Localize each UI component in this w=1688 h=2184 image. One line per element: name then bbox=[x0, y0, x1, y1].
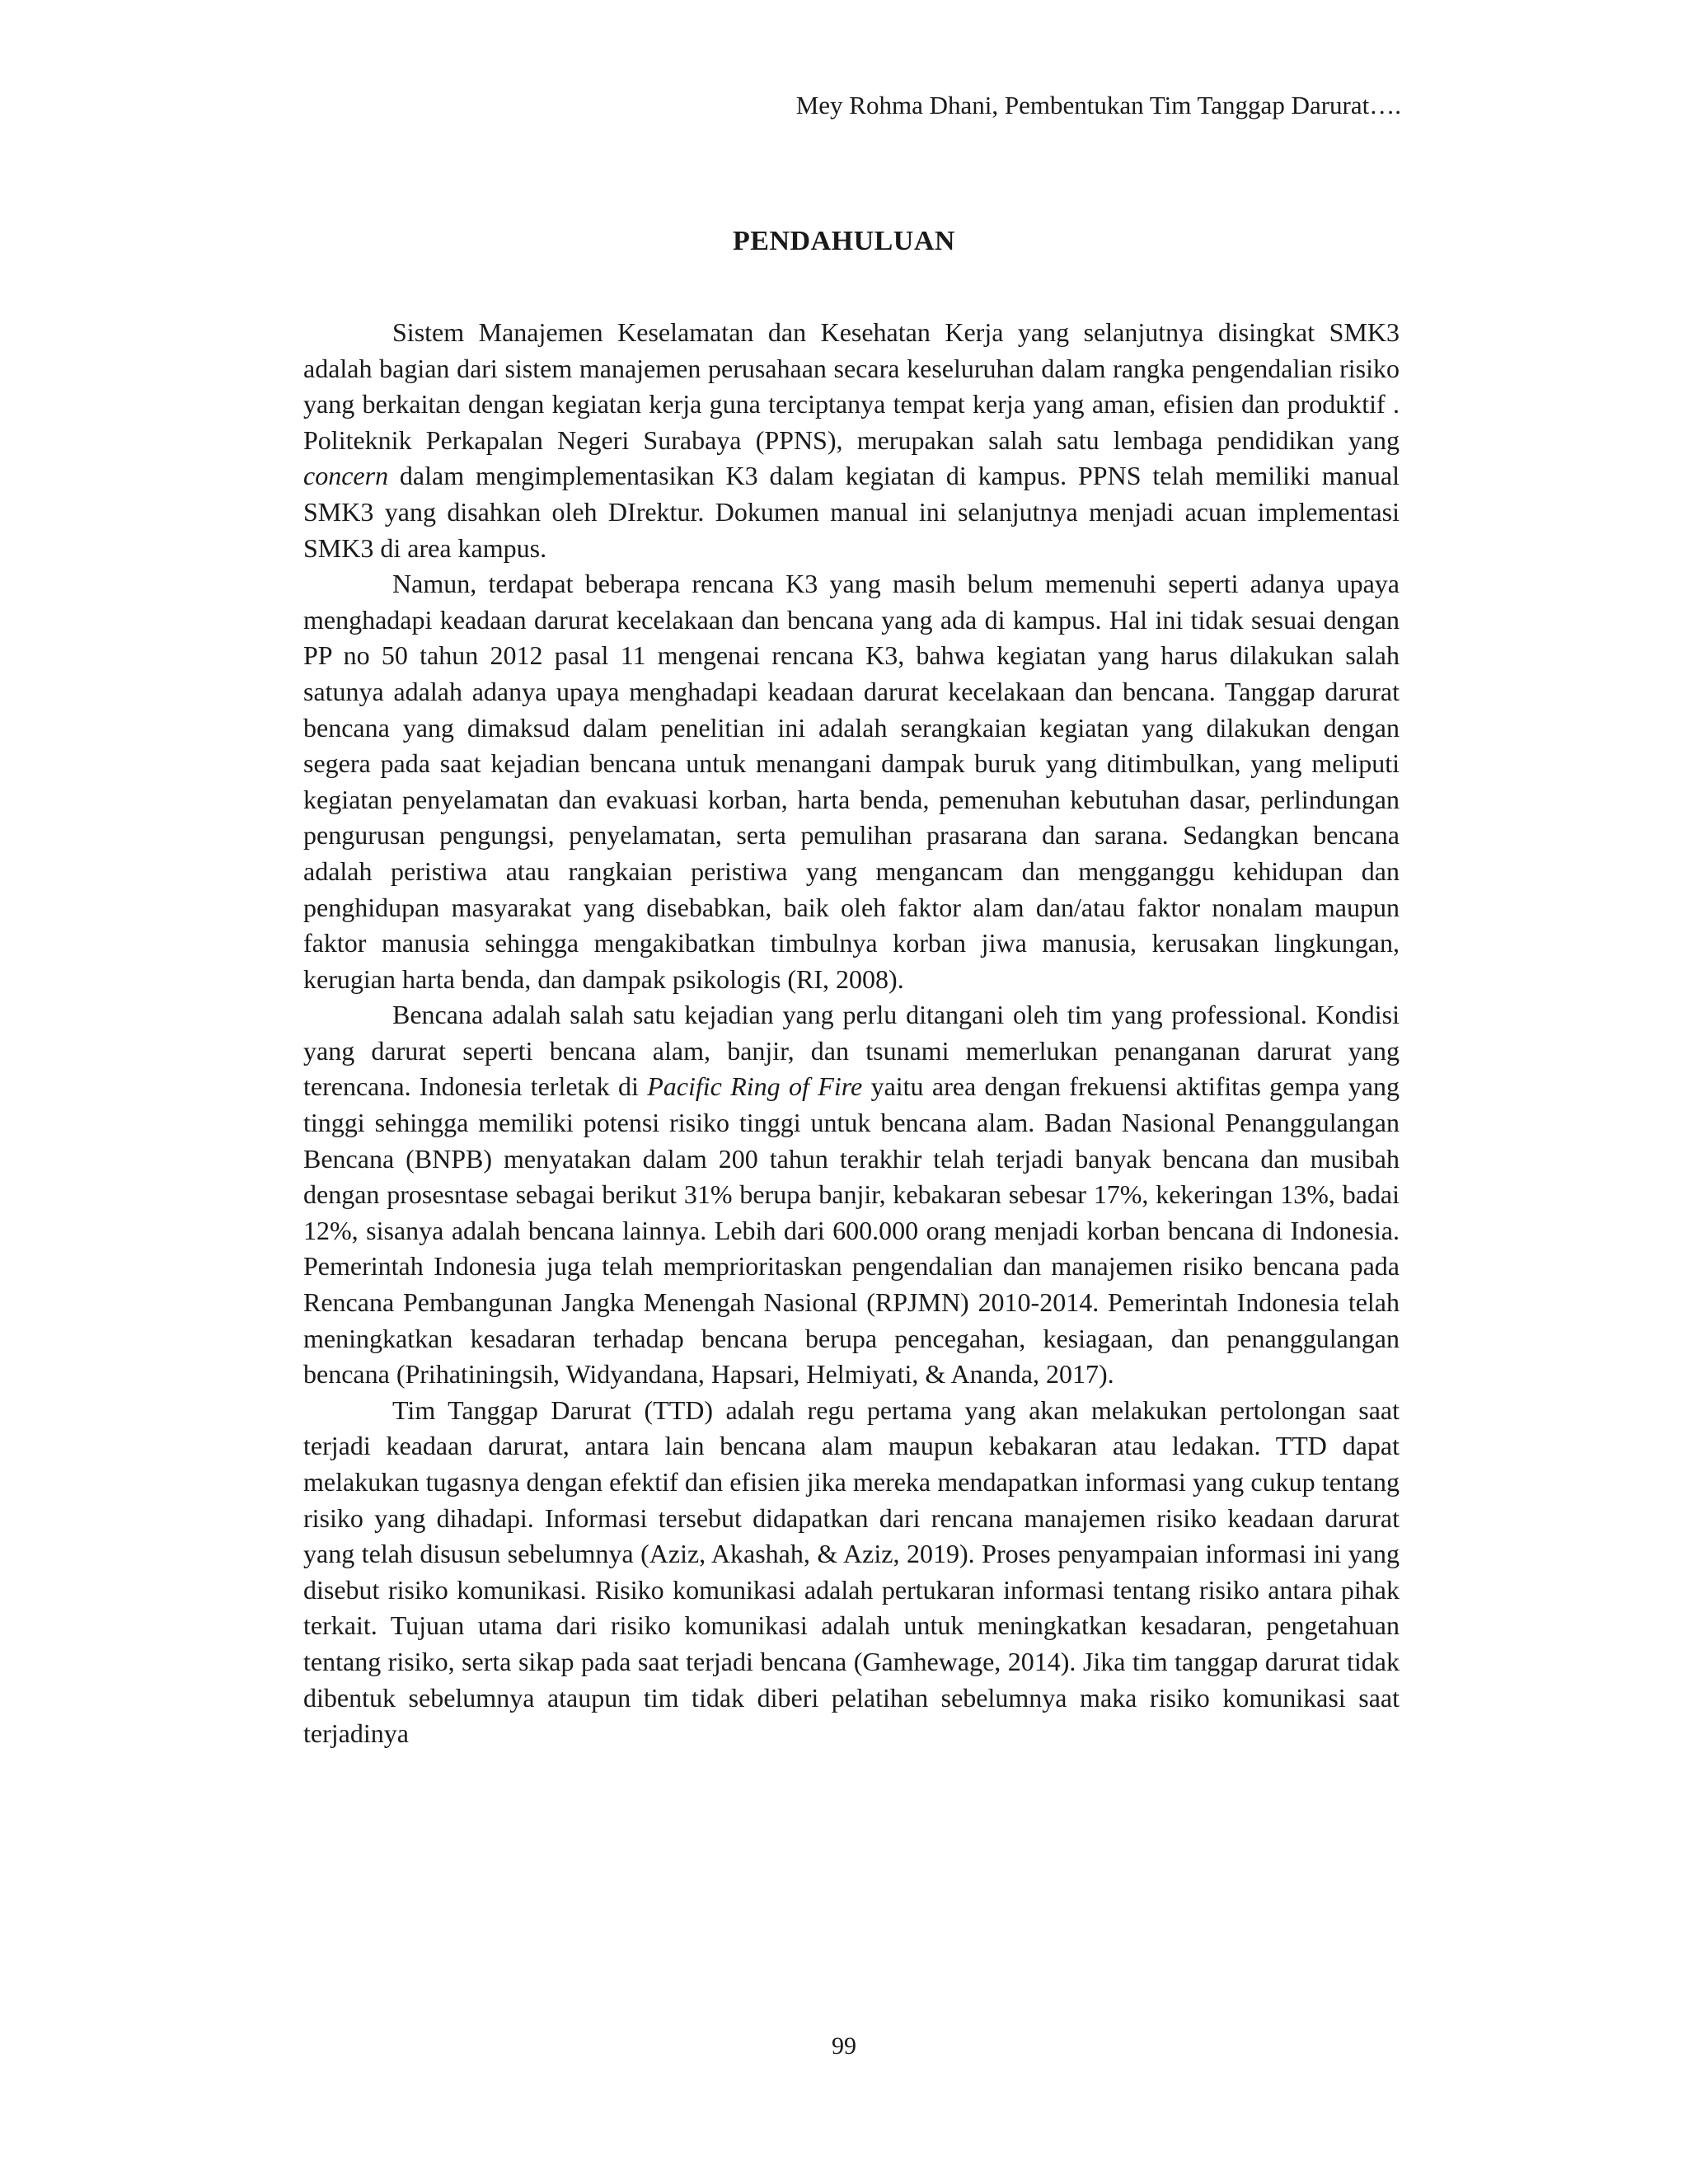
paragraph-1 bbox=[303, 315, 1400, 566]
running-header: Mey Rohma Dhani, Pembentukan Tim Tanggap Darurat…. bbox=[795, 91, 1401, 120]
paragraph-2 bbox=[303, 566, 1400, 997]
paragraph-3 bbox=[303, 997, 1400, 1393]
paragraph-2-text: Namun, terdapat beberapa rencana K3 yang masih belum memenuhi seperti adanya upaya menghadapi keadaan darurat kecelakaan dan bencana yang ada di kampus. Hal ini tidak sesuai dengan PP no 50 tahun 2012 pasal 11 mengenai rencana K3, bahwa kegiatan yang harus dilakukan salah satunya adalah adanya upaya menghadapi keadaan darurat kecelakaan dan bencana. Tanggap darurat bencana yang dimaksud dalam penelitian ini adalah serangkaian kegiatan yang dilakukan dengan segera pada saat kejadian bencana untuk menangani dampak buruk yang ditimbulkan, yang meliputi kegiatan penyelamatan dan evakuasi korban, harta benda, pemenuhan kebutuhan dasar, perlindungan pengurusan pengungsi, penyelamatan, serta pemulihan prasarana dan sarana. Sedangkan bencana adalah peristiwa atau rangkaian peristiwa yang mengancam dan mengganggu kehidupan dan penghidupan masyarakat yang disebabkan, baik oleh faktor alam dan/atau faktor nonalam maupun faktor manusia sehingga mengakibatkan timbulnya korban jiwa manusia, kerusakan lingkungan, kerugian harta benda, dan dampak psikologis (RI, 2008). bbox=[303, 569, 1400, 994]
paragraph-3-text-b: yaitu area dengan frekuensi aktifitas gempa yang tinggi sehingga memiliki potensi risiko tinggi untuk bencana alam. Badan Nasional Penanggulangan Bencana (BNPB) menyatakan dalam 200 tahun terakhir telah terjadi banyak bencana dan musibah dengan prosesntase sebagai berikut 31% berupa banjir, kebakaran sebesar 17%, kekeringan 13%, badai 12%, sisanya adalah bencana lainnya. Lebih dari 600.000 orang menjadi korban bencana di Indonesia. Pemerintah Indonesia juga telah memprioritaskan pengendalian dan manajemen risiko bencana pada Rencana Pembangunan Jangka Menengah Nasional (RPJMN) 2010-2014. Pemerintah Indonesia telah meningkatkan kesadaran terhadap bencana berupa pencegahan, kesiagaan, dan penanggulangan bencana (Prihatiningsih, Widyandana, Hapsari, Helmiyati, & Ananda, 2017). bbox=[303, 1071, 1400, 1390]
paragraph-1-italic-term: concern bbox=[303, 461, 389, 491]
paragraph-4-text: Tim Tanggap Darurat (TTD) adalah regu pertama yang akan melakukan pertolongan saat terjadi keadaan darurat, antara lain bencana alam maupun kebakaran atau ledakan. TTD dapat melakukan tugasnya dengan efektif dan efisien jika mereka mendapatkan informasi yang cukup tentang risiko yang dihadapi. Informasi tersebut didapatkan dari rencana manajemen risiko keadaan darurat yang telah disusun sebelumnya (Aziz, Akashah, & Aziz, 2019). Proses penyampaian informasi ini yang disebut risiko komunikasi. Risiko komunikasi adalah pertukaran informasi tentang risiko antara pihak terkait. Tujuan utama dari risiko komunikasi adalah untuk meningkatkan kesadaran, pengetahuan tentang risiko, serta sikap pada saat terjadi bencana (Gamhewage, 2014). Jika tim tanggap darurat tidak dibentuk sebelumnya ataupun tim tidak diberi pelatihan sebelumnya maka risiko komunikasi saat terjadinya bbox=[303, 1394, 1400, 1749]
paragraph-1-text-b: dalam mengimplementasikan K3 dalam kegiatan di kampus. PPNS telah memiliki manual SMK3 yang disahkan oleh DIrektur. Dokumen manual ini selanjutnya menjadi acuan implementasi SMK3 di area kampus. bbox=[303, 461, 1400, 563]
body-text bbox=[303, 315, 1400, 1752]
paragraph-4 bbox=[303, 1393, 1400, 1752]
paragraph-1-text-a: Sistem Manajemen Keselamatan dan Kesehatan Kerja yang selanjutnya disingkat SMK3 adalah bagian dari sistem manajemen perusahaan secara keseluruhan dalam rangka pengendalian risiko yang berkaitan dengan kegiatan kerja guna terciptanya tempat kerja yang aman, efisien dan produktif . Politeknik Perkapalan Negeri Surabaya (PPNS), merupakan salah satu lembaga pendidikan yang bbox=[303, 317, 1400, 455]
section-title: PENDAHULUAN bbox=[733, 225, 955, 256]
paragraph-3-italic-term: Pacific Ring of Fire bbox=[647, 1071, 863, 1102]
page-number: 99 bbox=[832, 2032, 856, 2060]
paragraph-3-text-a: Bencana adalah salah satu kejadian yang perlu ditangani oleh tim yang professional. Kondisi yang darurat seperti bencana alam, banjir, dan tsunami memerlukan penanganan darurat yang terencana. Indonesia terletak di bbox=[303, 1000, 1400, 1102]
